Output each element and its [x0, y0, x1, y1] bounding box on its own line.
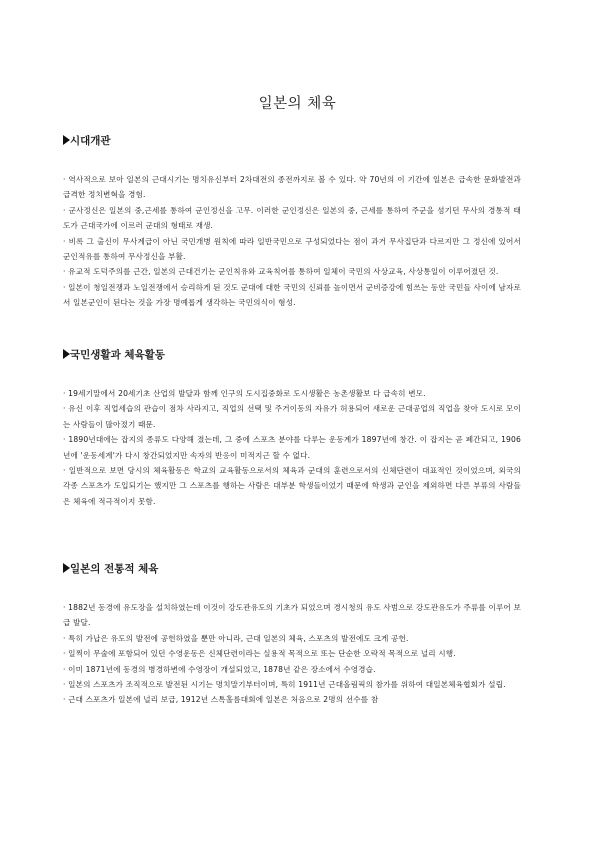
- paragraph: · 특히 가납은 유도의 발전에 공헌하였을 뿐만 아니라, 근대 일본의 체육, 스포츠의 발전에도 크게 공헌.: [63, 633, 409, 643]
- paragraph: · 역사적으로 보아 일본의 근대시기는 명치유신부터 2차대전의 종전까지로 볼 수 있다. 약 70년의 이 기간에 일본은 급속한 문화발전과 급격한 정치변혁을 경험.: [63, 175, 521, 200]
- paragraph: · 군사정신은 일본의 중,근세를 통하여 군인정신을 고무. 이러한 군인정신은 일본의 중, 근세를 통하여 주군을 섬기던 무사의 경통적 태도가 근대국가에 이르러 군대의 형태로 재생.: [63, 205, 521, 231]
- paragraph: · 1882년 동경에 유도장을 설치하였는데 이것이 강도관유도의 기초가 되었으며 경시청의 유도 사범으로 강도관유도가 주류를 이루어 보급 발달.: [63, 603, 521, 628]
- section-heading: [63, 563, 521, 576]
- paragraph: · 이미 1871년에 동경의 병경하변에 수영장이 개설되었고, 1878년 같은 장소에서 수영경습.: [63, 664, 376, 674]
- paragraph: · 일본이 청일전쟁과 노일전쟁에서 승리하게 된 것도 군대에 대한 국민의 신뢰를 높이면서 군비증강에 힘쓰는 동안 국민들 사이에 남자로서 일본군인이 된다는 것을 가장 명예롭게 생각하는 국민의식이 형성.: [63, 282, 521, 308]
- paragraph: · 유신 이후 직업세습의 관습이 점차 사라지고, 직업의 선택 및 주거이동의 자유가 허용되어 새로운 근대공업의 직업을 찾아 도시로 모이는 사람들이 많아졌기 때문.: [63, 404, 521, 429]
- section-heading-text: 국민생활과 체육활동: [70, 349, 165, 361]
- paragraph: · 비록 그 출신이 무사계급이 아닌 국민개병 원칙에 따라 일반국민으로 구성되었다는 점이 과거 무사집단과 다르지만 그 정신에 있어서 군인적유를 통하여 무사정신을 부활.: [63, 236, 521, 262]
- paragraph: · 일본의 스포츠가 조직적으로 발전된 시기는 명치말기부터이며, 특히 1911년 근대올림픽의 참가를 위하여 대일본체육협회가 설립.: [63, 680, 506, 690]
- triangle-bullet-icon: [63, 135, 70, 145]
- triangle-bullet-icon: [63, 563, 70, 573]
- section-traditional-sports: [63, 563, 521, 708]
- section-heading-text: 일본의 전통적 체육: [70, 563, 159, 575]
- section-national-life-sports: [63, 349, 521, 509]
- section-era-overview: [63, 135, 521, 311]
- triangle-bullet-icon: [63, 349, 70, 359]
- paragraph: · 19세기말에서 20세기초 산업의 발달과 함께 인구의 도시집중화로 도시생활은 농촌생활보 다 급속히 변모.: [63, 389, 426, 398]
- paragraph: · 유교적 도덕주의를 근간, 일본의 근대건기는 군인칙유와 교육칙어를 통하여 일체이 국민의 사상교육, 사상통일이 이루어졌던 것.: [63, 267, 499, 277]
- page-title: 일본의 체육: [258, 96, 337, 112]
- paragraph: · 1890년대에는 잡지의 종류도 다양해 졌는데, 그 중에 스포츠 분야를 다루는 운동계가 1897년에 창간. 이 잡지는 곧 폐간되고, 1906년에 '운동세계'가 다시 창간되었지만 속자의 반응이 미적지근 할 수 없다.: [63, 435, 521, 460]
- section-heading: [63, 135, 521, 148]
- paragraph: · 일찍이 무술에 포함되어 있던 수영운동은 신체단련이라는 실용적 목적으로 또는 단순한 오락적 목적으로 널리 시행.: [63, 649, 456, 659]
- section-heading-text: 시대개관: [70, 135, 111, 147]
- paragraph: · 근대 스포츠가 일본에 널리 보급, 1912년 스톡홀름대회에 일본은 처음으로 2명의 선수를 참: [63, 695, 379, 705]
- section-heading: [63, 349, 521, 362]
- paragraph: · 일반적으로 보면 당시의 체육활동은 학교의 교육활동으로서의 체육과 군대의 훈련으로서의 신체단련이 대표적인 것이었으며, 외국의 각종 스포츠가 도입되기는 했지만 그 스포츠를 행하는 사람은 대부분 학생들이었기 때문에 학생과 군인을 제외하면 다른 부류의 사람들은 체육에 적극적이지 못함.: [63, 466, 521, 506]
